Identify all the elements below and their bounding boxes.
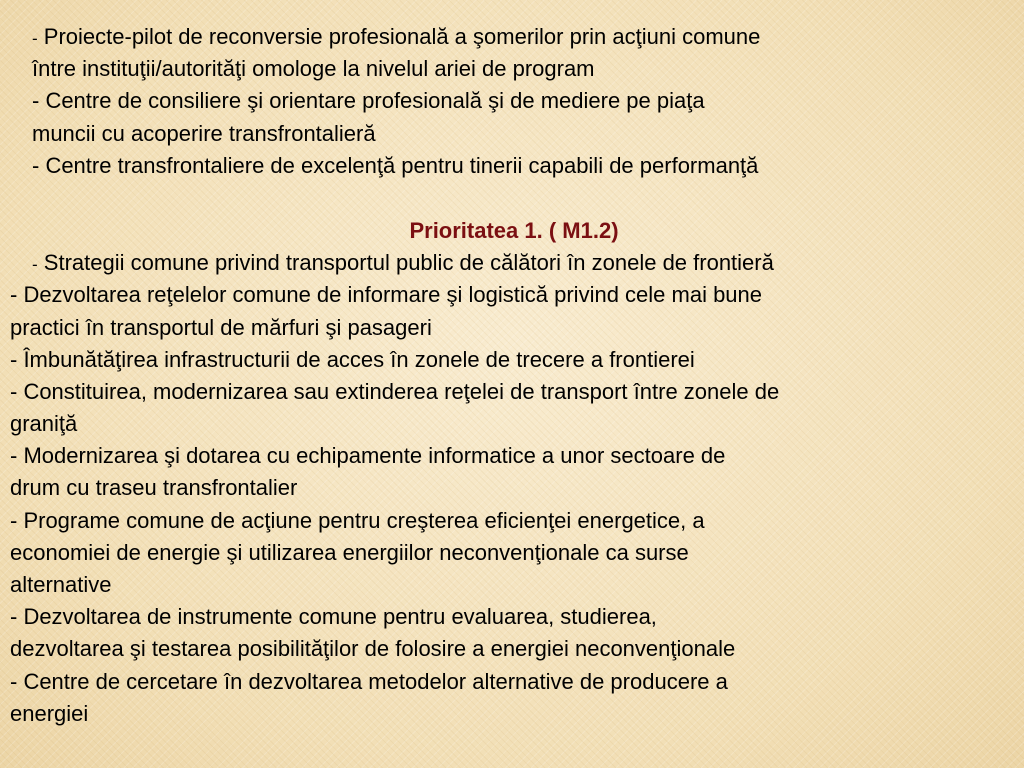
text-line: drum cu traseu transfrontalier [10,475,298,501]
section-heading: Prioritatea 1. ( M1.2) [409,217,619,243]
text-line: - Centre de cercetare în dezvoltarea metodelor alternative de producere a [10,668,728,694]
text-line [0,21,1024,53]
text-line-content: Proiecte-pilot de reconversie profesională a şomerilor prin acţiuni comune [37,24,761,49]
text-line [0,247,1024,279]
text-line: alternative [10,572,112,597]
text-line: - Modernizarea şi dotarea cu echipamente informatice a unor sectoare de [10,443,726,469]
text-line: - Centre de consiliere şi orientare profesională şi de mediere pe piaţa [32,88,705,114]
text-line: dezvoltarea şi testarea posibilităţilor de folosire a energiei neconvenţionale [10,636,736,662]
slide-text-block [0,21,1024,730]
blank-line [0,182,1024,215]
text-line: - Centre transfrontaliere de excelenţă pentru tinerii capabili de performanţă [32,152,759,178]
text-line: - Dezvoltarea reţelelor comune de informare şi logistică privind cele mai bune [10,282,763,308]
text-line: - Dezvoltarea de instrumente comune pentru evaluarea, studierea, [10,604,657,630]
text-line: graniţă [10,411,78,437]
text-line: economiei de energie şi utilizarea energiilor neconvenţionale ca surse [10,539,689,565]
text-line: practici în transportul de mărfuri şi pasageri [10,314,432,340]
bullet-dash: - [32,29,38,48]
text-line: - Programe comune de acţiune pentru creşterea eficienţei energetice, a [10,507,705,533]
text-line: între instituţii/autorităţi omologe la nivelul ariei de program [32,56,595,82]
text-line: - Constituirea, modernizarea sau extinderea reţelei de transport între zonele de [10,378,780,404]
bullet-dash: - [32,255,38,275]
text-line-content: Strategii comune privind transportul public de călători în zonele de frontieră [37,250,774,276]
text-line: muncii cu acoperire transfrontalieră [32,120,376,146]
text-line: - Îmbunătăţirea infrastructurii de acces în zonele de trecere a frontierei [10,346,695,372]
text-line: energiei [10,700,89,726]
